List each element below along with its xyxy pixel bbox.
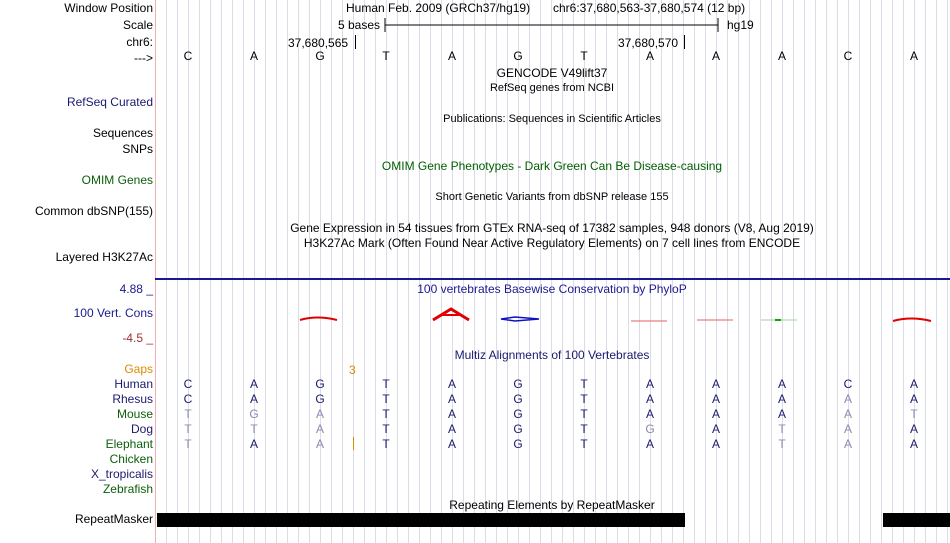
grid-line: [276, 0, 277, 543]
alignment-base-mouse: T: [580, 407, 588, 421]
base-letter: A: [447, 49, 456, 63]
phylop-title[interactable]: 100 vertebrates Basewise Conservation by PhyloP: [417, 282, 687, 296]
grid-line: [738, 0, 739, 543]
grid-line: [716, 0, 717, 543]
grid-line: [804, 0, 805, 543]
grid-line: [705, 0, 706, 543]
grid-line: [177, 0, 178, 543]
base-letter: A: [711, 49, 720, 63]
alignment-base-elephant: A: [645, 437, 654, 451]
grid-line: [331, 0, 332, 543]
base-letter: A: [645, 49, 654, 63]
base-letter: A: [777, 49, 786, 63]
alignment-base-human: A: [447, 377, 456, 391]
phylop-min-label: -4.5 _: [122, 331, 153, 345]
label-layered-h3k27ac[interactable]: Layered H3K27Ac: [55, 250, 153, 264]
grid-line: [364, 0, 365, 543]
gtex-title[interactable]: Gene Expression in 54 tissues from GTEx RNA-seq of 17382 samples, 948 donors (V8, Aug 2019): [290, 221, 814, 235]
alignment-base-rhesus: A: [711, 392, 720, 406]
alignment-base-elephant: T: [382, 437, 390, 451]
publications-title[interactable]: Publications: Sequences in Scientific Articles: [443, 113, 661, 125]
repeat-element[interactable]: [157, 513, 685, 527]
label-chrom: chr6:: [126, 35, 153, 49]
h3k27ac-title[interactable]: H3K27Ac Mark (Often Found Near Active Regulatory Elements) on 7 cell lines from ENCODE: [303, 236, 801, 250]
label-species-chicken: Chicken: [109, 452, 153, 466]
assembly-title: Human Feb. 2009 (GRCh37/hg19): [346, 1, 531, 15]
grid-line: [683, 0, 684, 543]
base-letter: A: [249, 49, 258, 63]
grid-line: [353, 0, 354, 543]
label-window-position: Window Position: [64, 1, 153, 15]
grid-line: [408, 0, 409, 543]
grid-line: [870, 0, 871, 543]
alignment-base-human: C: [183, 377, 193, 391]
label-species-elephant: Elephant: [105, 437, 153, 451]
label-species-rhesus: Rhesus: [112, 392, 153, 406]
phylop-mark: [893, 319, 931, 322]
base-letter: C: [183, 49, 193, 63]
scale-bar-label: 5 bases: [338, 18, 381, 32]
alignment-base-mouse: T: [184, 407, 192, 421]
phylop-max-label: 4.88 _: [119, 282, 153, 296]
grid-line: [826, 0, 827, 543]
label-species-xtropicalis: X_tropicalis: [90, 467, 153, 481]
alignment-base-mouse: A: [447, 407, 456, 421]
grid-line: [254, 0, 255, 543]
alignment-base-dog: G: [645, 422, 655, 436]
grid-line: [375, 0, 376, 543]
alignment-base-mouse: A: [777, 407, 786, 421]
alignment-base-elephant: A: [711, 437, 720, 451]
coord-left-tick: [355, 35, 356, 49]
scale-bar: [380, 16, 725, 34]
phylop-mark: [501, 317, 539, 321]
alignment-base-elephant: T: [184, 437, 192, 451]
gap-count: 3: [349, 363, 356, 377]
alignment-base-rhesus: T: [580, 392, 588, 406]
alignment-base-dog: T: [184, 422, 192, 436]
label-refseq-curated[interactable]: RefSeq Curated: [66, 95, 153, 109]
alignment-base-rhesus: A: [909, 392, 918, 406]
alignment-base-elephant: A: [447, 437, 456, 451]
alignment-base-human: T: [382, 377, 390, 391]
grid-line: [386, 0, 387, 543]
label-species-dog: Dog: [130, 422, 153, 436]
grid-line: [892, 0, 893, 543]
alignment-base-elephant: A: [315, 437, 324, 451]
grid-line: [881, 0, 882, 543]
grid-line: [430, 0, 431, 543]
alignment-base-mouse: T: [910, 407, 918, 421]
multiz-title[interactable]: Multiz Alignments of 100 Vertebrates: [454, 348, 650, 362]
label-snps[interactable]: SNPs: [122, 142, 153, 156]
omim-title[interactable]: OMIM Gene Phenotypes - Dark Green Can Be Disease-causing: [381, 159, 723, 173]
alignment-base-rhesus: G: [315, 392, 325, 406]
alignment-base-mouse: T: [382, 407, 390, 421]
grid-line: [815, 0, 816, 543]
grid-line: [309, 0, 310, 543]
alignment-base-dog: T: [778, 422, 786, 436]
alignment-base-dog: A: [315, 422, 324, 436]
grid-line: [848, 0, 849, 543]
alignment-base-human: A: [909, 377, 918, 391]
grid-line: [859, 0, 860, 543]
alignment-base-human: A: [645, 377, 654, 391]
grid-line: [837, 0, 838, 543]
alignment-base-dog: A: [909, 422, 918, 436]
grid-line: [936, 0, 937, 543]
grid-line: [947, 0, 948, 543]
grid-line: [210, 0, 211, 543]
alignment-base-human: T: [580, 377, 588, 391]
grid-line: [760, 0, 761, 543]
grid-line: [232, 0, 233, 543]
phylop-plot: [155, 300, 950, 330]
grid-line: [694, 0, 695, 543]
repeat-element[interactable]: [883, 513, 950, 527]
repeatmasker-title[interactable]: Repeating Elements by RepeatMasker: [449, 498, 655, 512]
alignment-base-elephant: T: [778, 437, 786, 451]
grid-line: [914, 0, 915, 543]
db-label: hg19: [727, 18, 754, 32]
alignment-base-dog: T: [250, 422, 258, 436]
dbsnp-title[interactable]: Short Genetic Variants from dbSNP release 155: [435, 191, 669, 203]
label-common-dbsnp[interactable]: Common dbSNP(155): [34, 204, 153, 218]
coord-left: 37,680,565: [288, 36, 349, 50]
grid-line: [298, 0, 299, 543]
grid-line: [320, 0, 321, 543]
alignment-base-rhesus: A: [777, 392, 786, 406]
alignment-base-mouse: A: [843, 407, 852, 421]
alignment-base-mouse: G: [249, 407, 259, 421]
grid-line: [903, 0, 904, 543]
phylop-separator: [155, 278, 950, 280]
grid-line: [188, 0, 189, 543]
alignment-base-human: A: [711, 377, 720, 391]
grid-line: [925, 0, 926, 543]
grid-line: [342, 0, 343, 543]
label-species-mouse: Mouse: [116, 407, 153, 421]
alignment-base-mouse: A: [645, 407, 654, 421]
alignment-base-elephant: A: [909, 437, 918, 451]
grid-line: [749, 0, 750, 543]
alignment-base-elephant: T: [580, 437, 588, 451]
alignment-base-dog: T: [382, 422, 390, 436]
alignment-base-human: A: [249, 377, 258, 391]
label-species-human: Human: [114, 377, 153, 391]
alignment-base-elephant: A: [843, 437, 852, 451]
grid-line: [782, 0, 783, 543]
label-scale: Scale: [122, 18, 153, 32]
grid-line: [661, 0, 662, 543]
alignment-base-rhesus: T: [382, 392, 390, 406]
grid-line: [793, 0, 794, 543]
label-divider: [155, 0, 156, 543]
grid-line: [287, 0, 288, 543]
grid-line: [672, 0, 673, 543]
grid-line: [419, 0, 420, 543]
grid-line: [166, 0, 167, 543]
alignment-base-human: C: [843, 377, 853, 391]
grid-line: [441, 0, 442, 543]
alignment-base-elephant: A: [249, 437, 258, 451]
grid-line: [265, 0, 266, 543]
alignment-base-mouse: A: [711, 407, 720, 421]
alignment-base-mouse: G: [513, 407, 523, 421]
gap-marker: [353, 437, 354, 450]
base-letter: C: [843, 49, 853, 63]
alignment-base-rhesus: A: [249, 392, 258, 406]
base-letter: T: [382, 49, 390, 63]
label-gaps: Gaps: [124, 362, 153, 376]
alignment-base-dog: A: [711, 422, 720, 436]
base-letter: T: [580, 49, 588, 63]
grid-line: [771, 0, 772, 543]
label-omim-genes[interactable]: OMIM Genes: [81, 173, 153, 187]
phylop-mark: [300, 318, 337, 321]
alignment-base-dog: A: [447, 422, 456, 436]
grid-line: [727, 0, 728, 543]
alignment-base-dog: T: [580, 422, 588, 436]
grid-line: [221, 0, 222, 543]
label-species-zebrafish: Zebrafish: [102, 482, 153, 496]
label-sequences[interactable]: Sequences: [92, 126, 153, 140]
grid-line: [243, 0, 244, 543]
alignment-base-rhesus: A: [645, 392, 654, 406]
label-vert-cons[interactable]: 100 Vert. Cons: [73, 306, 153, 320]
window-position-text: chr6:37,680,563-37,680,574 (12 bp): [553, 1, 746, 15]
label-strand: --->: [134, 51, 153, 65]
alignment-base-rhesus: C: [183, 392, 193, 406]
alignment-base-rhesus: A: [447, 392, 456, 406]
alignment-base-human: A: [777, 377, 786, 391]
grid-line: [199, 0, 200, 543]
alignment-base-human: G: [315, 377, 325, 391]
alignment-base-elephant: G: [513, 437, 523, 451]
base-letter: A: [909, 49, 918, 63]
gencode-title[interactable]: GENCODE V49lift37: [496, 66, 608, 80]
coord-right: 37,680,570: [618, 36, 679, 50]
grid-line: [397, 0, 398, 543]
alignment-base-human: G: [513, 377, 523, 391]
base-letter: G: [513, 49, 523, 63]
alignment-base-mouse: A: [315, 407, 324, 421]
refseq-title[interactable]: RefSeq genes from NCBI: [489, 82, 615, 94]
base-letter: G: [315, 49, 325, 63]
alignment-base-dog: G: [513, 422, 523, 436]
alignment-base-rhesus: A: [843, 392, 852, 406]
alignment-base-rhesus: G: [513, 392, 523, 406]
alignment-base-dog: A: [843, 422, 852, 436]
coord-right-tick: [684, 35, 685, 49]
label-repeatmasker[interactable]: RepeatMasker: [74, 512, 153, 526]
